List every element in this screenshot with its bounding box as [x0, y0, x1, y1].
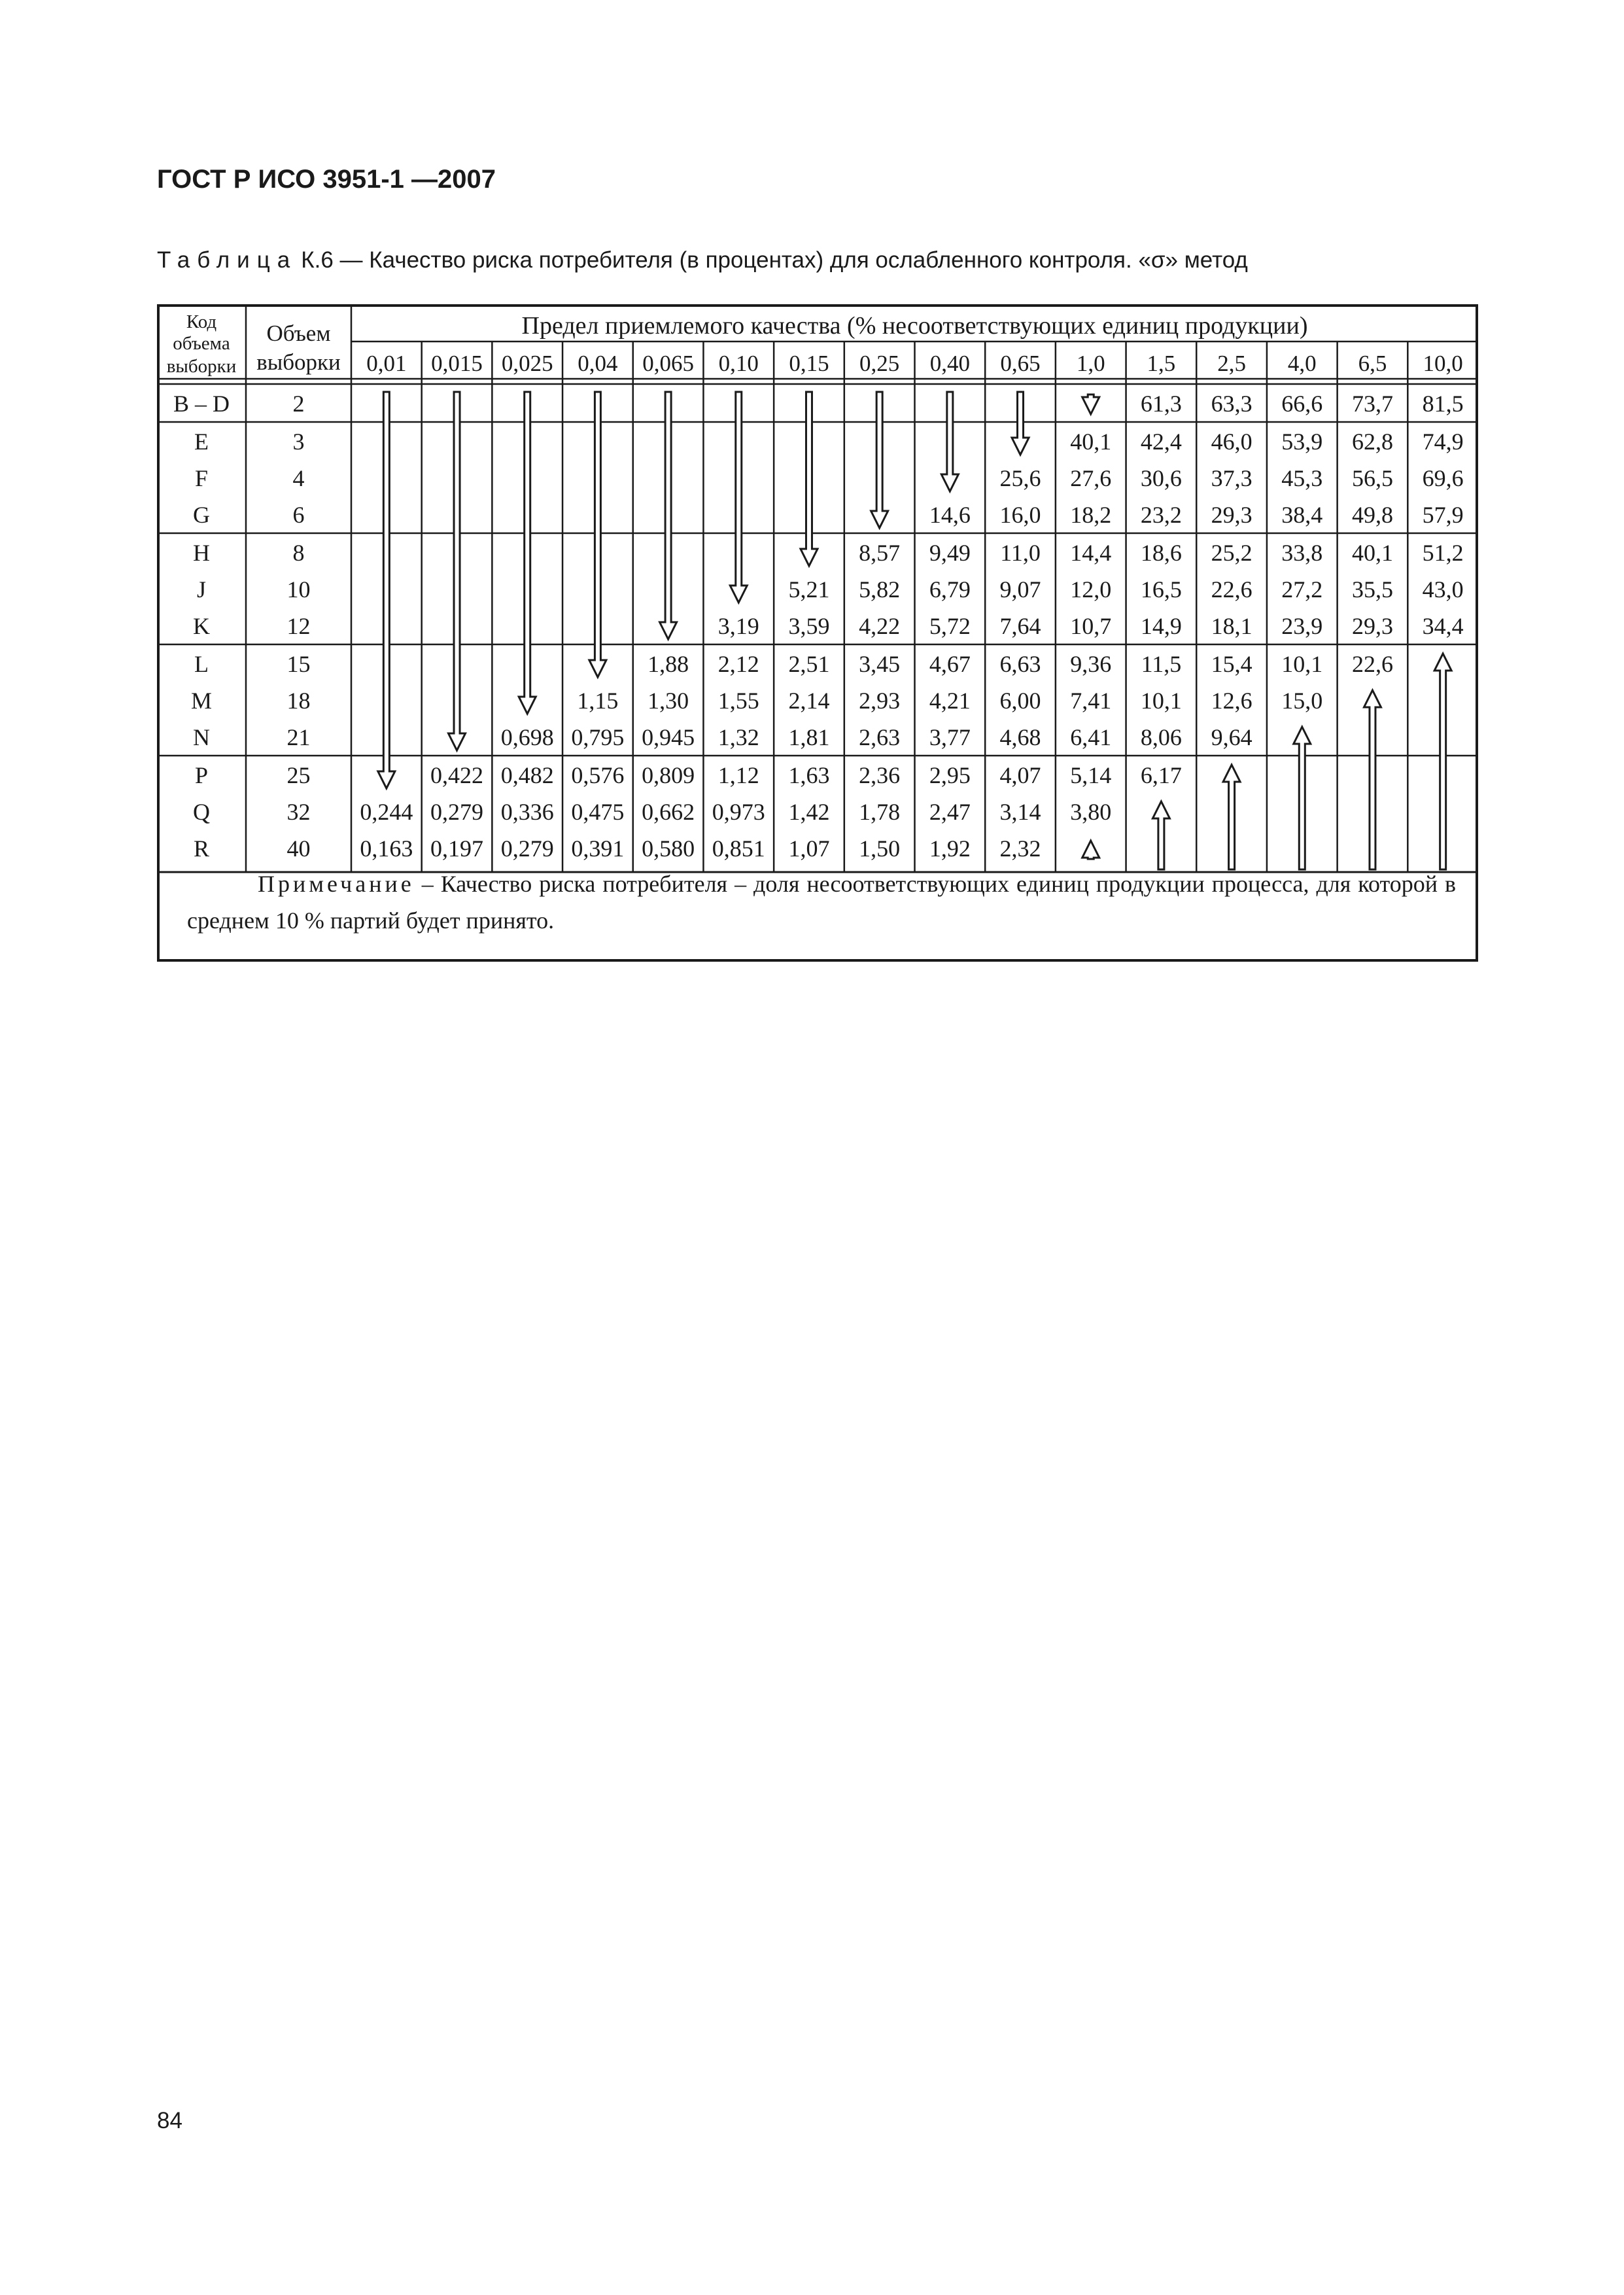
risk-value-cell: 2,95 — [929, 762, 971, 788]
risk-value-cell: 11,5 — [1141, 651, 1182, 677]
header-aql-title: Предел приемлемого качества (% несоответствующих единиц продукции) — [521, 312, 1308, 340]
aql-column-header: 0,25 — [859, 351, 900, 376]
risk-value-cell: 9,07 — [999, 576, 1041, 603]
aql-column-header: 4,0 — [1287, 351, 1317, 376]
down-arrow-icon — [660, 392, 677, 639]
risk-value-cell: 33,8 — [1281, 540, 1323, 566]
risk-value-cell: 40,1 — [1070, 429, 1112, 455]
risk-value-cell: 2,93 — [859, 688, 901, 714]
risk-value-cell: 11,0 — [1000, 540, 1041, 566]
risk-value-cell: 0,422 — [430, 762, 484, 788]
aql-column-header: 0,65 — [1000, 351, 1041, 376]
sample-code-cell: N — [193, 724, 210, 750]
down-arrow-icon — [801, 392, 818, 566]
risk-value-cell: 0,698 — [500, 724, 554, 750]
risk-value-cell: 61,3 — [1140, 391, 1182, 417]
risk-value-cell: 45,3 — [1281, 465, 1323, 491]
risk-value-cell: 40,1 — [1351, 540, 1393, 566]
risk-value-cell: 23,2 — [1140, 502, 1182, 528]
risk-value-cell: 10,1 — [1140, 688, 1182, 714]
sample-size-cell: 8 — [292, 540, 305, 566]
risk-value-cell: 51,2 — [1422, 540, 1464, 566]
risk-value-cell: 6,63 — [999, 651, 1041, 677]
risk-value-cell: 23,9 — [1281, 613, 1323, 639]
risk-value-cell: 4,22 — [859, 613, 901, 639]
sample-size-cell: 4 — [292, 465, 305, 491]
down-arrow-icon — [871, 392, 888, 528]
risk-value-cell: 3,77 — [929, 724, 971, 750]
risk-value-cell: 1,63 — [788, 762, 830, 788]
down-arrow-icon — [1012, 392, 1029, 455]
down-arrow-icon — [730, 392, 747, 603]
risk-value-cell: 18,1 — [1211, 613, 1253, 639]
page-number: 84 — [157, 2108, 182, 2133]
risk-value-cell: 2,51 — [788, 651, 830, 677]
risk-value-cell: 1,12 — [717, 762, 759, 788]
aql-column-header: 10,0 — [1423, 351, 1463, 376]
aql-column-header: 1,0 — [1076, 351, 1105, 376]
sample-code-cell: L — [194, 651, 209, 677]
aql-column-header: 0,025 — [501, 351, 553, 376]
sample-code-cell: B – D — [173, 391, 230, 417]
up-arrow-icon — [1434, 654, 1451, 869]
risk-value-cell: 38,4 — [1281, 502, 1323, 528]
aql-column-header: 0,40 — [929, 351, 970, 376]
risk-value-cell: 81,5 — [1422, 391, 1464, 417]
risk-value-cell: 6,79 — [929, 576, 971, 603]
sample-size-cell: 2 — [292, 391, 305, 417]
risk-value-cell: 30,6 — [1140, 465, 1182, 491]
aql-column-header: 0,04 — [578, 351, 618, 376]
risk-value-cell: 2,47 — [929, 799, 971, 825]
risk-value-cell: 34,4 — [1422, 613, 1464, 639]
risk-value-cell: 6,00 — [999, 688, 1041, 714]
aql-column-header: 6,5 — [1358, 351, 1387, 376]
risk-value-cell: 62,8 — [1351, 429, 1393, 455]
table-grid — [157, 304, 1478, 962]
risk-value-cell: 0,163 — [360, 835, 413, 862]
risk-value-cell: 0,475 — [571, 799, 625, 825]
down-arrow-icon — [941, 392, 958, 491]
risk-value-cell: 46,0 — [1211, 429, 1253, 455]
document-header: ГОСТ Р ИСО 3951-1 —2007 — [157, 165, 496, 194]
aql-column-header: 0,01 — [366, 351, 407, 376]
sample-size-cell: 15 — [286, 651, 311, 677]
sample-size-cell: 6 — [292, 502, 305, 528]
risk-value-cell: 0,576 — [571, 762, 625, 788]
sample-code-cell: F — [194, 465, 209, 491]
risk-value-cell: 1,55 — [717, 688, 759, 714]
risk-value-cell: 3,80 — [1070, 799, 1112, 825]
risk-value-cell: 22,6 — [1211, 576, 1253, 603]
aql-column-header: 0,10 — [718, 351, 759, 376]
risk-value-cell: 3,14 — [999, 799, 1041, 825]
risk-value-cell: 8,06 — [1140, 724, 1182, 750]
up-arrow-icon — [1364, 690, 1381, 869]
risk-value-cell: 0,336 — [500, 799, 554, 825]
sample-code-cell: R — [193, 835, 210, 862]
risk-value-cell: 37,3 — [1211, 465, 1253, 491]
risk-value-cell: 0,580 — [642, 835, 695, 862]
note-text: – Качество риска потребителя – доля несоответствующих единиц продукции процесса, для которой в среднем 10 % партий будет принято. — [187, 871, 1456, 934]
risk-value-cell: 7,41 — [1070, 688, 1112, 714]
consumer-risk-table — [157, 304, 1478, 962]
risk-value-cell: 29,3 — [1351, 613, 1393, 639]
table-note — [187, 866, 1456, 939]
risk-value-cell: 74,9 — [1422, 429, 1464, 455]
aql-column-header: 2,5 — [1217, 351, 1246, 376]
risk-value-cell: 1,88 — [648, 651, 689, 677]
risk-value-cell: 0,795 — [571, 724, 625, 750]
risk-value-cell: 18,6 — [1140, 540, 1182, 566]
aql-column-header: 0,015 — [431, 351, 483, 376]
risk-value-cell: 10,1 — [1281, 651, 1323, 677]
sample-code-cell: Q — [193, 799, 210, 825]
risk-value-cell: 15,0 — [1281, 688, 1323, 714]
risk-value-cell: 9,49 — [929, 540, 971, 566]
risk-value-cell: 56,5 — [1351, 465, 1393, 491]
risk-value-cell: 0,809 — [642, 762, 695, 788]
table-caption-text: К.6 — Качество риска потребителя (в процентах) для ослабленного контроля. «σ» метод — [301, 247, 1248, 273]
risk-value-cell: 0,197 — [430, 835, 484, 862]
risk-value-cell: 49,8 — [1351, 502, 1393, 528]
risk-value-cell: 73,7 — [1351, 391, 1393, 417]
sample-size-cell: 3 — [292, 429, 305, 455]
risk-value-cell: 0,279 — [430, 799, 484, 825]
risk-value-cell: 4,68 — [999, 724, 1041, 750]
risk-value-cell: 27,2 — [1281, 576, 1323, 603]
risk-value-cell: 0,945 — [642, 724, 695, 750]
risk-value-cell: 9,64 — [1211, 724, 1253, 750]
risk-value-cell: 6,41 — [1070, 724, 1112, 750]
risk-value-cell: 0,244 — [360, 799, 413, 825]
risk-value-cell: 2,14 — [788, 688, 830, 714]
risk-value-cell: 2,32 — [999, 835, 1041, 862]
header-size-label: Объем — [266, 321, 331, 346]
table-caption — [157, 247, 1248, 273]
risk-value-cell: 2,36 — [859, 762, 901, 788]
risk-value-cell: 53,9 — [1281, 429, 1323, 455]
risk-value-cell: 5,14 — [1070, 762, 1112, 788]
risk-value-cell: 63,3 — [1211, 391, 1253, 417]
risk-value-cell: 12,6 — [1211, 688, 1253, 714]
risk-value-cell: 25,6 — [999, 465, 1041, 491]
risk-value-cell: 2,63 — [859, 724, 901, 750]
risk-value-cell: 25,2 — [1211, 540, 1253, 566]
risk-value-cell: 0,482 — [500, 762, 554, 788]
risk-value-cell: 18,2 — [1070, 502, 1112, 528]
sample-code-cell: K — [193, 613, 210, 639]
risk-value-cell: 22,6 — [1351, 651, 1393, 677]
sample-code-cell: J — [196, 576, 207, 603]
risk-value-cell: 14,4 — [1070, 540, 1112, 566]
risk-value-cell: 4,07 — [999, 762, 1041, 788]
sample-size-cell: 18 — [286, 688, 311, 714]
risk-value-cell: 0,851 — [712, 835, 765, 862]
risk-value-cell: 14,9 — [1140, 613, 1182, 639]
up-arrow-icon — [1082, 841, 1099, 859]
risk-value-cell: 1,32 — [717, 724, 759, 750]
risk-value-cell: 1,15 — [577, 688, 619, 714]
risk-value-cell: 1,50 — [859, 835, 901, 862]
sample-code-cell: H — [193, 540, 210, 566]
risk-value-cell: 66,6 — [1281, 391, 1323, 417]
risk-value-cell: 42,4 — [1140, 429, 1182, 455]
sample-code-cell: M — [190, 688, 213, 714]
up-arrow-icon — [1223, 765, 1240, 869]
header-size-label: выборки — [256, 349, 341, 375]
risk-value-cell: 6,17 — [1140, 762, 1182, 788]
down-arrow-icon — [449, 392, 466, 750]
risk-value-cell: 29,3 — [1211, 502, 1253, 528]
risk-value-cell: 35,5 — [1351, 576, 1393, 603]
risk-value-cell: 12,0 — [1070, 576, 1112, 603]
sample-code-cell: E — [194, 429, 209, 455]
risk-value-cell: 1,42 — [788, 799, 830, 825]
sample-size-cell: 10 — [286, 576, 311, 603]
sample-size-cell: 21 — [286, 724, 311, 750]
note-label: Примечание — [258, 871, 415, 897]
up-arrow-icon — [1152, 801, 1169, 869]
header-code-label: объема — [173, 333, 230, 354]
risk-value-cell: 5,21 — [788, 576, 830, 603]
risk-value-cell: 43,0 — [1422, 576, 1464, 603]
risk-value-cell: 1,78 — [859, 799, 901, 825]
risk-value-cell: 16,5 — [1140, 576, 1182, 603]
risk-value-cell: 10,7 — [1070, 613, 1112, 639]
risk-value-cell: 9,36 — [1070, 651, 1112, 677]
risk-value-cell: 5,82 — [859, 576, 901, 603]
sample-code-cell: P — [194, 762, 209, 788]
risk-value-cell: 1,81 — [788, 724, 830, 750]
aql-column-header: 1,5 — [1147, 351, 1176, 376]
risk-value-cell: 4,67 — [929, 651, 971, 677]
down-arrow-icon — [589, 392, 606, 677]
risk-value-cell: 8,57 — [859, 540, 901, 566]
risk-value-cell: 7,64 — [999, 613, 1041, 639]
risk-value-cell: 4,21 — [929, 688, 971, 714]
risk-value-cell: 0,973 — [712, 799, 765, 825]
sample-size-cell: 12 — [286, 613, 311, 639]
risk-value-cell: 3,19 — [717, 613, 759, 639]
header-code-label: Код — [186, 311, 217, 332]
risk-value-cell: 57,9 — [1422, 502, 1464, 528]
risk-value-cell: 1,30 — [648, 688, 689, 714]
risk-value-cell: 3,45 — [859, 651, 901, 677]
risk-value-cell: 1,92 — [929, 835, 971, 862]
aql-column-header: 0,065 — [642, 351, 694, 376]
down-arrow-icon — [519, 392, 536, 714]
risk-value-cell: 0,391 — [571, 835, 625, 862]
risk-value-cell: 15,4 — [1211, 651, 1253, 677]
risk-value-cell: 5,72 — [929, 613, 971, 639]
risk-value-cell: 69,6 — [1422, 465, 1464, 491]
aql-column-header: 0,15 — [789, 351, 829, 376]
header-code-label: выборки — [166, 356, 237, 377]
up-arrow-icon — [1294, 727, 1311, 869]
table-caption-label: Таблица — [157, 247, 298, 273]
risk-value-cell: 27,6 — [1070, 465, 1112, 491]
sample-size-cell: 25 — [286, 762, 311, 788]
risk-value-cell: 14,6 — [929, 502, 971, 528]
risk-value-cell: 16,0 — [999, 502, 1041, 528]
risk-value-cell: 1,07 — [788, 835, 830, 862]
risk-value-cell: 0,279 — [500, 835, 554, 862]
risk-value-cell: 3,59 — [788, 613, 830, 639]
down-arrow-icon — [1082, 394, 1099, 414]
sample-size-cell: 32 — [286, 799, 311, 825]
risk-value-cell: 2,12 — [717, 651, 759, 677]
risk-value-cell: 0,662 — [642, 799, 695, 825]
sample-size-cell: 40 — [286, 835, 311, 862]
down-arrow-icon — [378, 392, 395, 788]
sample-code-cell: G — [193, 502, 210, 528]
